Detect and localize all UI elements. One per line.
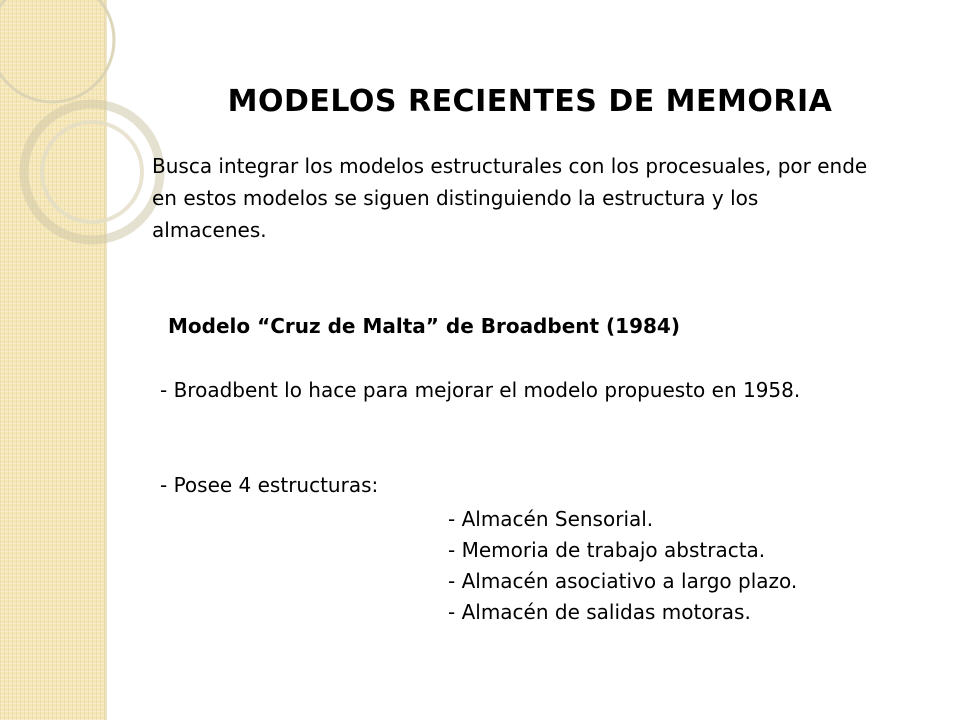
decorative-ring-large [0,0,114,102]
decorative-ring-outer [24,104,160,240]
structure-item: - Memoria de trabajo abstracta. [448,538,766,562]
bullet-structures-heading: - Posee 4 estructuras: [160,473,379,497]
model-subtitle: Modelo “Cruz de Malta” de Broadbent (1984) [168,314,680,338]
structures-list [448,504,797,628]
slide-title: MODELOS RECIENTES DE MEMORIA [227,84,833,119]
structure-item: - Almacén de salidas motoras. [448,600,751,624]
bullet-purpose: - Broadbent lo hace para mejorar el modelo propuesto en 1958. [160,378,801,402]
intro-paragraph: Busca integrar los modelos estructurales con los procesuales, por ende en estos modelos se siguen distinguiendo la estructura y los almacenes. [152,154,868,242]
structure-item: - Almacén asociativo a largo plazo. [448,569,798,593]
decorative-ring-inner [42,122,142,222]
structure-item: - Almacén Sensorial. [448,507,654,531]
